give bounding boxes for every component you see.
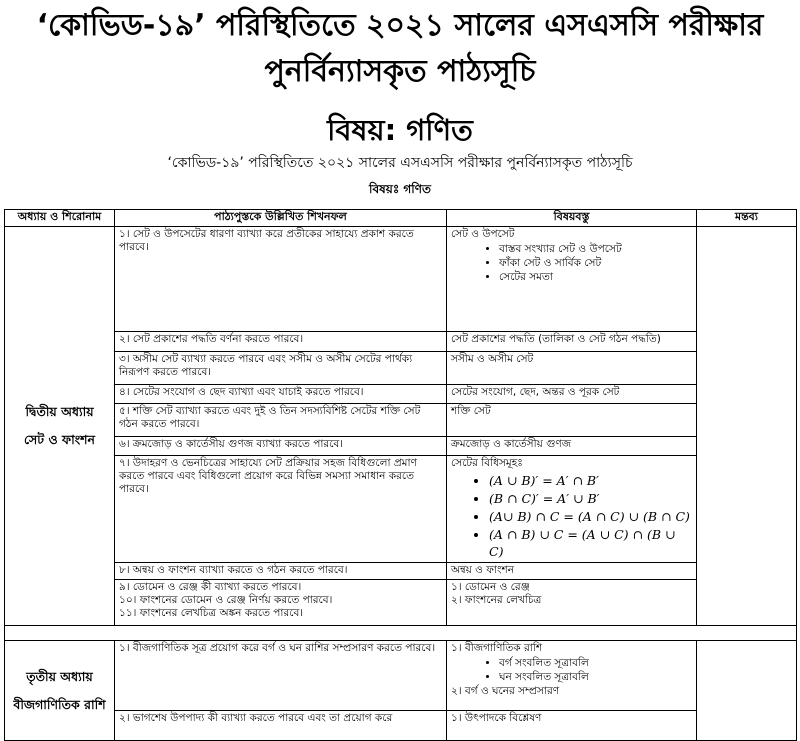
outcome-cell: ৬। ক্রমজোড় ও কার্তেসীয় গুণজ ব্যাখ্যা করতে পারবে। [115, 437, 447, 456]
content-line: ১। ডোমেন ও রেঞ্জ [451, 581, 530, 593]
syllabus-table [4, 209, 797, 741]
list-item: • বাস্তব সংখ্যার সেট ও উপসেট [499, 243, 692, 256]
formula: • (B ∩ C)′ = A′ ∪ B′ [489, 490, 692, 507]
table-row [5, 404, 797, 437]
chapter-title: বীজগাণিতিক রাশি [13, 696, 106, 712]
separator-cell [5, 626, 797, 641]
list-item: • ফাঁকা সেট ও সার্বিক সেট [499, 257, 692, 270]
remarks-cell [697, 227, 797, 626]
formula: • (A∪ B) ∩ C = (A ∩ C) ∪ (B ∩ C) [489, 508, 692, 525]
content-cell: সেট প্রকাশের পদ্ধতি (তালিকা ও সেট গঠন পদ্ধতি) [447, 332, 697, 352]
content-text: ২। বর্গ ও ঘনের সম্প্রসারণ [451, 685, 560, 697]
outcome-cell: ৩। অসীম সেট ব্যাখ্যা করতে পারবে এবং সসীম ও অসীম সেটের পার্থক্য নিরূপণ করতে পারবে। [115, 352, 447, 385]
outcome-cell [115, 580, 447, 626]
table-row [5, 385, 797, 404]
outcome-cell: ১। সেট ও উপসেটের ধারণা ব্যাখ্যা করে প্রতীকের সাহায্যে প্রকাশ করতে পারবে। [115, 227, 447, 332]
table-row [5, 227, 797, 332]
outcome-line: ১০। ফাংশনের ডোমেন ও রেঞ্জ নির্ণয় করতে পারবে। [119, 594, 333, 606]
content-cell [447, 227, 697, 332]
content-text: সেট ও উপসেট [451, 228, 515, 240]
header-remarks: মন্তব্য [697, 210, 797, 227]
content-cell: ১। উৎপাদকে বিশ্লেষণ [447, 711, 697, 741]
outcome-cell: ৮। অন্বয় ও ফাংশন ব্যাখ্যা করতে ও গঠন করতে পারবে। [115, 563, 447, 580]
subtitle: ‘কোভিড-১৯’ পরিস্থিতিতে ২০২১ সালের এসএসসি পরীক্ষার পুনর্বিন্যাসকৃত পাঠ্যসূচি [167, 155, 633, 171]
outcome-line: ৯। ডোমেন ও রেঞ্জ কী ব্যাখ্যা করতে পারবে। [119, 581, 302, 593]
table-row [5, 641, 797, 711]
outcome-cell: ৭। উদাহরণ ও ভেনচিত্রের সাহায্যে সেট প্রক্রিয়ার সহজ বিধিগুলো প্রমাণ করতে পারবে এবং বিধিগুলো প্রয়োগ করে বিভিন্ন সমস্যা সমাধান করতে পারবে। [115, 456, 447, 563]
content-text: ১। বীজগাণিতিক রাশি [451, 642, 543, 654]
outcome-cell: ৪। সেটের সংযোগ ও ছেদ ব্যাখ্যা এবং যাচাই করতে পারবে। [115, 385, 447, 404]
main-title-line2: পুনর্বিন্যাসকৃত পাঠ্যসূচি [264, 54, 536, 89]
subject-subtitle: বিষয়ঃ গণিত [369, 182, 431, 196]
list-item: • বর্গ সংবলিত সূত্রাবলি [499, 657, 692, 670]
subject-title: বিষয়: গণিত [327, 113, 473, 147]
table-row [5, 580, 797, 626]
list-item: • সেটের সমতা [499, 271, 692, 284]
content-text: সেটের বিধিসমূহঃ [451, 457, 523, 469]
table-row [5, 563, 797, 580]
content-line: ২। ফাংশনের লেখচিত্র [451, 594, 542, 606]
table-header-row [5, 210, 797, 227]
content-cell [447, 456, 697, 563]
content-cell: শক্তি সেট [447, 404, 697, 437]
outcome-cell: ২। সেট প্রকাশের পদ্ধতি বর্ণনা করতে পারবে। [115, 332, 447, 352]
chapter-name: দ্বিতীয় অধ্যায় [25, 404, 94, 419]
header-chapter: অধ্যায় ও শিরোনাম [5, 210, 115, 227]
header-outcome: পাঠ্যপুস্তকে উল্লিখিত শিখনফল [115, 210, 447, 227]
table-row [5, 332, 797, 352]
content-bullets [451, 657, 692, 684]
content-cell: সসীম ও অসীম সেট [447, 352, 697, 385]
chapter-name: তৃতীয় অধ্যায় [26, 668, 93, 684]
content-cell: অন্বয় ও ফাংশন [447, 563, 697, 580]
outcome-cell: ৫। শক্তি সেট ব্যাখ্যা করতে এবং দুই ও তিন সদস্যবিশিষ্ট সেটের শক্তি সেট গঠন করতে পারবে। [115, 404, 447, 437]
content-cell: সেটের সংযোগ, ছেদ, অন্তর ও পূরক সেট [447, 385, 697, 404]
separator-row [5, 626, 797, 641]
main-title-line1: ‘কোভিড-১৯’ পরিস্থিতিতে ২০২১ সালের এসএসসি পরীক্ষার [36, 8, 764, 43]
table-row [5, 437, 797, 456]
header-content: বিষয়বস্তু [447, 210, 697, 227]
remarks-cell [697, 641, 797, 741]
content-bullets [451, 243, 692, 284]
chapter-title: সেট ও ফাংশন [23, 432, 96, 447]
outcome-cell: ১। বীজগাণিতিক সূত্র প্রয়োগ করে বর্গ ও ঘন রাশির সম্প্রসারণ করতে পারবে। [115, 641, 447, 711]
table-row [5, 456, 797, 563]
chapter-cell [5, 641, 115, 741]
formula: • (A ∩ B) ∪ C = (A ∪ C) ∩ (B ∪ C) [489, 526, 692, 560]
table-row [5, 352, 797, 385]
outcome-cell: ২। ভাগশেষ উপপাদ্য কী ব্যাখ্যা করতে পারবে এবং তা প্রয়োগ করে [115, 711, 447, 741]
table-row [5, 711, 797, 741]
content-cell [447, 580, 697, 626]
set-law-formulas [451, 472, 692, 560]
content-cell [447, 641, 697, 711]
content-cell: ক্রমজোড় ও কার্তেসীয় গুণজ [447, 437, 697, 456]
formula: • (A ∪ B)′ = A′ ∩ B′ [489, 472, 692, 489]
list-item: • ঘন সংবলিত সূত্রাবলি [499, 671, 692, 684]
outcome-line: ১১। ফাংশনের লেখচিত্র অঙ্কন করতে পারবে। [119, 607, 304, 619]
chapter-cell [5, 227, 115, 626]
